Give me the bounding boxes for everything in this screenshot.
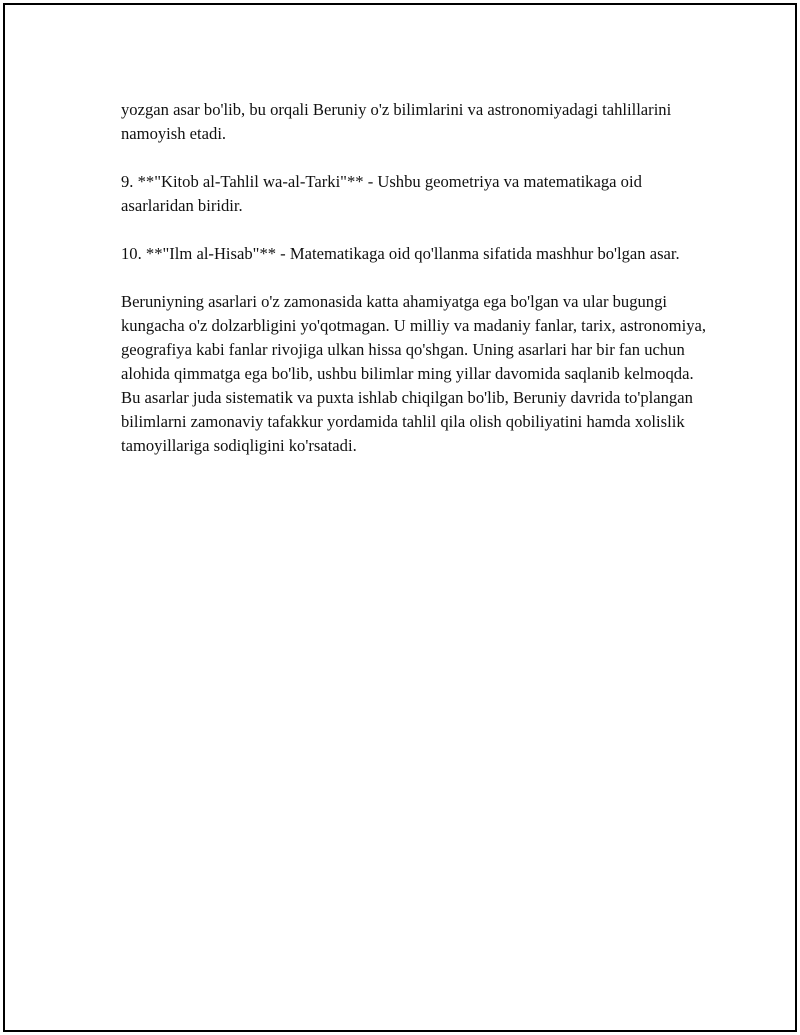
page-frame bbox=[3, 3, 797, 1032]
list-item-10: 10. **"Ilm al-Hisab"** - Matematikaga oid qo'llanma sifatida mashhur bo'lgan asar. bbox=[121, 244, 680, 263]
paragraph-continuation: yozgan asar bo'lib, bu orqali Beruniy o'z bilimlarini va astronomiyadagi tahlillarini namoyish etadi. bbox=[121, 100, 672, 143]
document-body bbox=[121, 98, 711, 482]
list-item-9: 9. **"Kitob al-Tahlil wa-al-Tarki"** - Ushbu geometriya va matematikaga oid asarlaridan biridir. bbox=[121, 172, 642, 215]
paragraph-summary: Beruniyning asarlari o'z zamonasida katta ahamiyatga ega bo'lgan va ular bugungi kungacha o'z dolzarbligini yo'qotmagan. U milliy va madaniy fanlar, tarix, astronomiya, geografiya kabi fanlar rivojiga ulkan hissa qo'shgan. Uning asarlari har bir fan uchun alohida qimmatga ega bo'lib, ushbu bilimlar ming yillar davomida saqlanib kelmoqda. Bu asarlar juda sistematik va puxta ishlab chiqilgan bo'lib, Beruniy davrida to'plangan bilimlarni zamonaviy tafakkur yordamida tahlil qila olish qobiliyatini hamda xolislik tamoyillariga sodiqligini ko'rsatadi. bbox=[121, 292, 707, 455]
